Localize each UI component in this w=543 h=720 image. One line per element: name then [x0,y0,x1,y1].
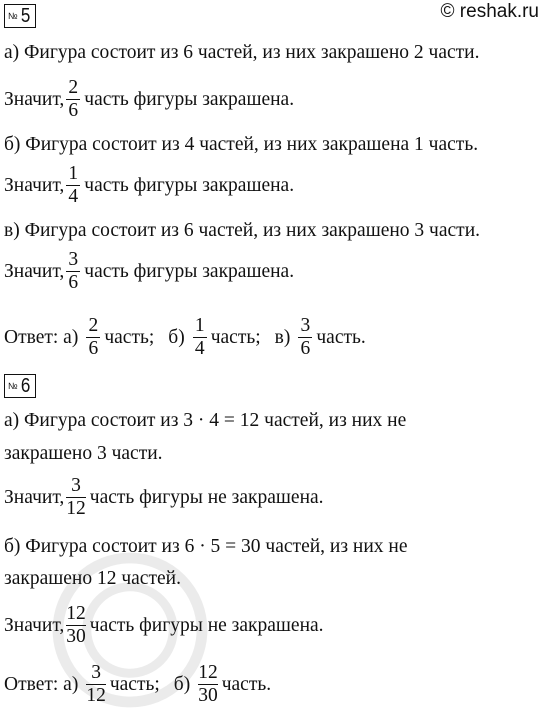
task5-v-conclusion [4,250,294,294]
task5-answer [4,316,366,360]
answer-tail: часть. [316,327,366,349]
tail-text: часть фигуры закрашена. [84,261,295,283]
task-5-badge [4,4,36,28]
denominator: 12 [66,498,86,520]
lead-text: Значит, [4,487,65,509]
numerator: 1 [68,163,79,184]
denominator: 6 [300,338,311,360]
fraction [86,316,100,360]
numerator: 12 [66,603,86,624]
fraction [66,250,80,294]
task6-a-statement-line2: закрашено 3 части. [4,443,163,464]
fraction [66,476,86,520]
task5-a-conclusion [4,78,294,122]
site-watermark: © reshak.ru [440,1,539,22]
denominator: 12 [86,685,106,707]
numerator: 3 [91,662,101,683]
denominator: 30 [198,685,218,707]
task6-b-statement-line2: закрашено 12 частей. [4,568,181,589]
numerator: 2 [88,315,99,336]
fraction [66,78,80,122]
tail-text: часть фигуры не закрашена. [89,615,324,637]
fraction [86,663,106,707]
task6-a-conclusion [4,476,324,520]
answer-label: б) [173,674,191,696]
lead-text: Значит, [4,261,65,283]
tail-text: часть фигуры закрашена. [84,89,295,111]
answer-tail: часть. [221,674,272,696]
tail-text: часть фигуры закрашена. [84,175,295,197]
task5-v-statement: в) Фигура состоит из 6 частей, из них закрашено 3 части. [4,220,481,241]
lead-text: Значит, [4,89,65,111]
task-number: 6 [20,374,30,397]
answer-tail: часть; [210,327,261,349]
fraction [66,604,86,648]
task6-b-conclusion [4,604,324,648]
task-6-badge [4,374,36,398]
denominator: 30 [66,626,86,648]
answer-tail: часть; [109,674,160,696]
task6-b-statement-line1: б) Фигура состоит из 6 · 5 = 30 частей, из них не [4,536,408,557]
task6-answer [4,663,271,707]
denominator: 4 [68,186,79,208]
fraction [193,316,207,360]
numerator: 1 [194,315,205,336]
answer-lead: Ответ: а) [4,327,79,349]
number-sign: № [8,381,18,391]
task5-a-statement: а) Фигура состоит из 6 частей, из них закрашено 2 части. [4,42,480,63]
tail-text: часть фигуры не закрашена. [89,487,324,509]
lead-text: Значит, [4,615,65,637]
numerator: 12 [198,662,218,683]
task5-b-conclusion [4,164,294,208]
answer-lead: Ответ: а) [4,674,79,696]
numerator: 3 [68,249,79,270]
answer-tail: часть; [104,327,155,349]
numerator: 3 [300,315,311,336]
number-sign: № [8,11,18,21]
denominator: 6 [68,100,79,122]
fraction [66,164,80,208]
denominator: 4 [194,338,205,360]
answer-label: б) [168,327,185,349]
fraction [198,663,218,707]
task-number: 5 [20,4,30,27]
answer-label: в) [274,327,291,349]
task5-b-statement: б) Фигура состоит из 4 частей, из них закрашена 1 часть. [4,134,479,155]
fraction [298,316,312,360]
denominator: 6 [68,272,79,294]
lead-text: Значит, [4,175,65,197]
denominator: 6 [88,338,99,360]
task6-a-statement-line1: а) Фигура состоит из 3 · 4 = 12 частей, из них не [4,410,407,431]
numerator: 2 [68,77,79,98]
numerator: 3 [71,475,81,496]
